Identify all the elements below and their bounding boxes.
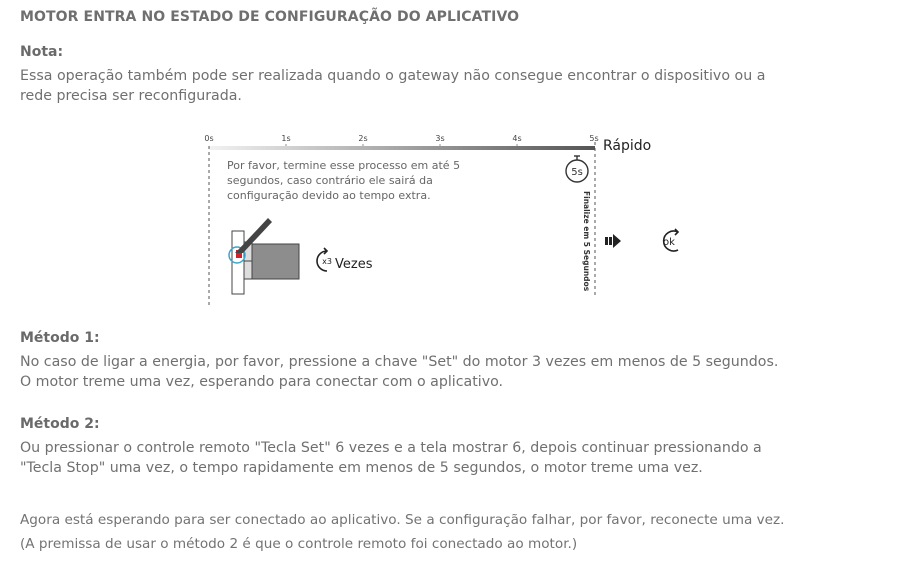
motor-icon (232, 231, 299, 294)
ok-label: ok (663, 237, 675, 248)
instruction-line-2: segundos, caso contrário ele sairá da (227, 174, 433, 187)
tick-label: 2s (358, 134, 368, 143)
speed-label: Rápido (603, 138, 652, 154)
tick-label: 5s (589, 134, 599, 143)
instruction-line-3: configuração devido ao tempo extra. (227, 189, 431, 202)
times-badge: x3 (322, 257, 332, 266)
timeline-bar (209, 146, 595, 150)
tick-label: 0s (204, 134, 214, 143)
method2-line-2: "Tecla Stop" uma vez, o tempo rapidamente em menos de 5 segundos, o motor treme uma vez. (20, 460, 703, 476)
method1-line-2: O motor treme uma vez, esperando para conectar com o aplicativo. (20, 374, 504, 390)
tick-label: 1s (281, 134, 291, 143)
page-title: MOTOR ENTRA NO ESTADO DE CONFIGURAÇÃO DO APLICATIVO (20, 9, 520, 25)
stopwatch-label: 5s (571, 167, 583, 178)
footer-line-2: (A premissa de usar o método 2 é que o controle remoto foi conectado ao motor.) (20, 536, 578, 552)
method2-line-1: Ou pressionar o controle remoto "Tecla Set" 6 vezes e a tela mostrar 6, depois continuar pressionando a (20, 440, 762, 456)
instruction-line-1: Por favor, termine esse processo em até 5 (227, 159, 461, 172)
note-heading: Nota: (20, 44, 64, 60)
tick-label: 4s (512, 134, 522, 143)
timing-diagram (195, 128, 695, 313)
note-line-1: Essa operação também pode ser realizada quando o gateway não consegue encontrar o dispositivo ou a (20, 68, 766, 84)
footer-line-1: Agora está esperando para ser conectado ao aplicativo. Se a configuração falhar, por favor, reconecte uma vez. (20, 512, 785, 528)
arrow-right-icon (605, 234, 621, 248)
method2-heading: Método 2: (20, 416, 100, 432)
vertical-label: Finalize em 5 Segundos (582, 191, 591, 292)
method1-line-1: No caso de ligar a energia, por favor, pressione a chave "Set" do motor 3 vezes em menos de 5 segundos. (20, 354, 779, 370)
method1-heading: Método 1: (20, 330, 100, 346)
times-label: Vezes (335, 257, 373, 272)
note-line-2: rede precisa ser reconfigurada. (20, 88, 242, 104)
tick-label: 3s (435, 134, 445, 143)
